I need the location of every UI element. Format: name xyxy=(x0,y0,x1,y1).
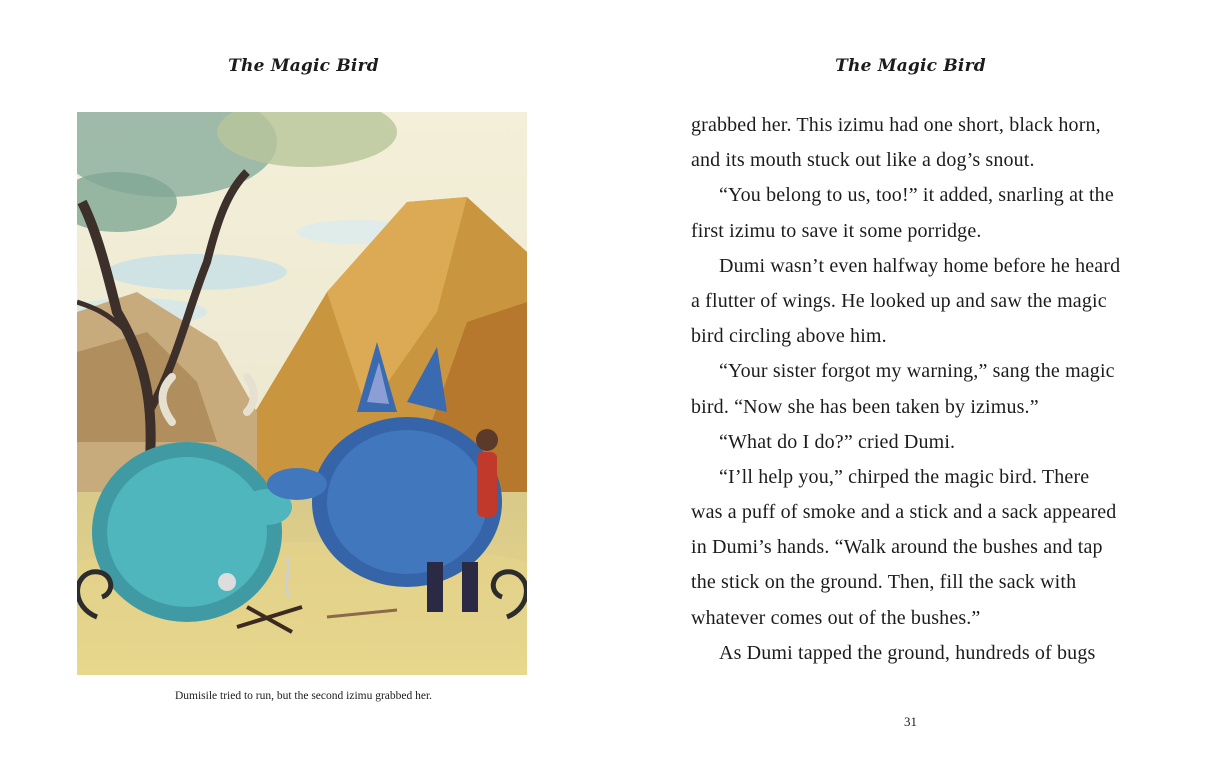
story-illustration xyxy=(77,112,527,675)
text-line: grabbed her. This izimu had one short, black horn, xyxy=(691,114,1101,136)
illustration-artwork xyxy=(77,112,527,675)
right-page xyxy=(607,0,1214,774)
text-line: was a puff of smoke and a stick and a sack appeared xyxy=(691,501,1117,524)
text-line: As Dumi tapped the ground, hundreds of bugs xyxy=(719,641,1096,664)
page-number: 31 xyxy=(904,714,917,729)
text-line: bird. “Now she has been taken by izimus.” xyxy=(691,395,1039,418)
text-line: a flutter of wings. He looked up and saw the magic xyxy=(691,289,1107,312)
illustration-caption: Dumisile tried to run, but the second izimu grabbed her. xyxy=(174,690,433,702)
text-line: Dumi wasn’t even halfway home before he heard xyxy=(719,254,1121,277)
text-line: first izimu to save it some porridge. xyxy=(691,219,982,242)
story-text xyxy=(691,108,1161,671)
text-line: the stick on the ground. Then, fill the sack with xyxy=(691,571,1077,594)
text-line: “What do I do?” cried Dumi. xyxy=(719,430,956,453)
text-line: “Your sister forgot my warning,” sang the magic xyxy=(719,360,1115,383)
text-line: “You belong to us, too!” it added, snarling at the xyxy=(719,184,1114,207)
text-line: “I’ll help you,” chirped the magic bird. There xyxy=(719,465,1090,488)
running-head-right: The Magic Bird xyxy=(835,56,986,76)
running-head-left: The Magic Bird xyxy=(228,56,379,76)
text-line: bird circling above him. xyxy=(691,325,887,348)
text-line: in Dumi’s hands. “Walk around the bushes and tap xyxy=(691,536,1103,559)
text-line: whatever comes out of the bushes.” xyxy=(691,606,981,629)
text-line: and its mouth stuck out like a dog’s snout. xyxy=(691,149,1035,172)
